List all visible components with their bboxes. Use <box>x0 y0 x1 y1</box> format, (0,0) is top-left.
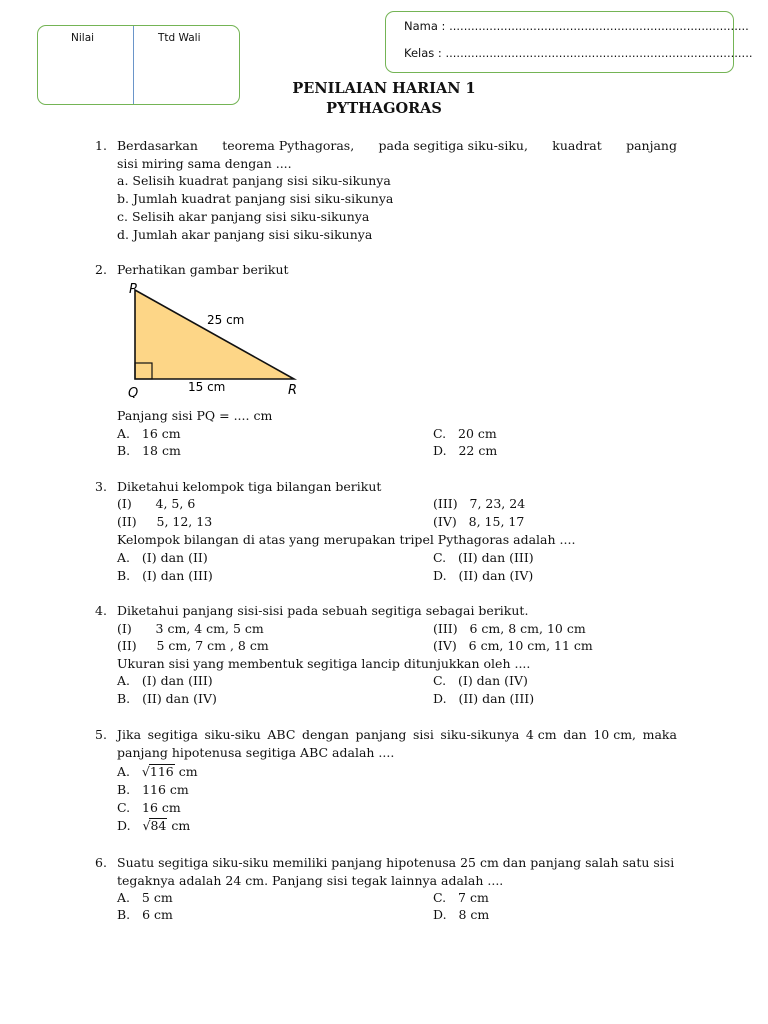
q5-a-radicand: 116 <box>149 764 174 779</box>
q4-set-ii: (II) 5 cm, 7 cm , 8 cm <box>117 638 269 653</box>
sqrt-sign-icon: √ <box>142 818 151 833</box>
q5-word: ABC <box>267 727 296 742</box>
q3-set-iv: (IV) 8, 15, 17 <box>433 514 525 529</box>
q6-option-b: B. 6 cm <box>117 907 173 922</box>
q1-word: kuadrat <box>552 138 602 153</box>
q5-word: 4 cm <box>525 727 557 742</box>
sqrt-sign-icon: √ <box>141 764 150 779</box>
q6-option-a: A. 5 cm <box>117 890 173 905</box>
q5-d-unit: cm <box>167 818 191 833</box>
q3-option-b: B. (I) dan (III) <box>117 568 213 583</box>
q4-set-iv: (IV) 6 cm, 10 cm, 11 cm <box>433 638 593 653</box>
q2-option-b: B. 18 cm <box>117 443 181 458</box>
q5-d-prefix: D. <box>117 818 143 833</box>
q5-option-a <box>117 764 198 780</box>
q1-word: pada segitiga siku-siku, <box>378 138 528 153</box>
page-title: PENILAIAN HARIAN 1 <box>292 80 476 97</box>
q1-option-b: b. Jumlah kuadrat panjang sisi siku-sikunya <box>117 191 394 206</box>
page-subtitle: PYTHAGORAS <box>326 100 442 117</box>
q2-option-d: D. 22 cm <box>433 443 498 458</box>
q5-word: 10 cm, <box>593 727 637 742</box>
q3-set-iii: (III) 7, 23, 24 <box>433 496 526 511</box>
q4-set-iii: (III) 6 cm, 8 cm, 10 cm <box>433 621 586 636</box>
q5-line2: panjang hipotenusa segitiga ABC adalah .... <box>117 745 395 760</box>
q1-option-c: c. Selisih akar panjang sisi siku-sikunya <box>117 209 370 224</box>
q5-line1 <box>117 727 677 743</box>
q6-line1: Suatu segitiga siku-siku memiliki panjang hipotenusa 25 cm dan panjang salah satu sisi <box>117 855 675 870</box>
q5-a-unit: cm <box>174 764 198 779</box>
q1-number: 1. <box>95 138 107 153</box>
q1-line2: sisi miring sama dengan .... <box>117 156 292 171</box>
q2-option-c: C. 20 cm <box>433 426 497 441</box>
q2-stem: Perhatikan gambar berikut <box>117 262 289 277</box>
q5-d-radicand: 84 <box>150 818 167 833</box>
nama-field: Nama : .................................................................................. <box>404 19 749 33</box>
q4-option-b: B. (II) dan (IV) <box>117 691 217 706</box>
q1-line1 <box>117 138 677 154</box>
q5-word: Jika <box>117 727 142 742</box>
q5-word: dan <box>563 727 587 742</box>
q3-number: 3. <box>95 479 107 494</box>
q6-line2: tegaknya adalah 24 cm. Panjang sisi tegak lainnya adalah .... <box>117 873 504 888</box>
q4-option-d: D. (II) dan (III) <box>433 691 535 706</box>
q5-option-c: C. 16 cm <box>117 800 181 815</box>
q2-question: Panjang sisi PQ = .... cm <box>117 408 273 423</box>
student-id-box <box>385 11 753 73</box>
q6-number: 6. <box>95 855 107 870</box>
q2-number: 2. <box>95 262 107 277</box>
q5-word: siku-sikunya <box>440 727 520 742</box>
q4-number: 4. <box>95 603 107 618</box>
q4-stem: Diketahui panjang sisi-sisi pada sebuah segitiga sebagai berikut. <box>117 603 529 618</box>
q4-option-a: A. (I) dan (III) <box>117 673 213 688</box>
q3-set-i: (I) 4, 5, 6 <box>117 496 196 511</box>
q6-option-d: D. 8 cm <box>433 907 490 922</box>
q4-question: Ukuran sisi yang membentuk segitiga lancip ditunjukkan oleh .... <box>117 656 531 671</box>
kelas-field: Kelas : .................................................................................... <box>404 46 753 60</box>
q1-word: panjang <box>626 138 677 153</box>
base-label: 15 cm <box>188 380 226 394</box>
q5-word: segitiga <box>147 727 198 742</box>
hypotenuse-label: 25 cm <box>207 313 245 327</box>
q5-word: sisi <box>413 727 434 742</box>
q6-option-c: C. 7 cm <box>433 890 489 905</box>
q5-option-d <box>117 818 190 834</box>
nilai-label: Nilai <box>71 32 95 44</box>
q3-set-ii: (II) 5, 12, 13 <box>117 514 213 529</box>
ttd-wali-label: Ttd Wali <box>158 32 201 44</box>
q1-option-d: d. Jumlah akar panjang sisi siku-sikunya <box>117 227 373 242</box>
q5-a-prefix: A. <box>117 764 142 779</box>
q5-word: maka <box>642 727 677 742</box>
q5-word: siku-siku <box>204 727 261 742</box>
q4-set-i: (I) 3 cm, 4 cm, 5 cm <box>117 621 264 636</box>
q4-option-c: C. (I) dan (IV) <box>433 673 528 688</box>
q5-number: 5. <box>95 727 107 742</box>
q5-option-b: B. 116 cm <box>117 782 189 797</box>
vertex-r-label: R <box>288 383 298 398</box>
q5-word: dengan <box>301 727 349 742</box>
triangle-figure <box>120 278 310 398</box>
q3-question: Kelompok bilangan di atas yang merupakan tripel Pythagoras adalah .... <box>117 532 576 547</box>
q1-word: Berdasarkan <box>117 138 198 153</box>
q3-option-a: A. (I) dan (II) <box>117 550 208 565</box>
vertex-p-label: P <box>129 282 137 297</box>
q1-option-a: a. Selisih kuadrat panjang sisi siku-sikunya <box>117 173 391 188</box>
vertex-q-label: Q <box>128 386 139 398</box>
q3-stem: Diketahui kelompok tiga bilangan berikut <box>117 479 382 494</box>
q3-option-c: C. (II) dan (III) <box>433 550 534 565</box>
q3-option-d: D. (II) dan (IV) <box>433 568 534 583</box>
q5-word: panjang <box>355 727 407 742</box>
triangle-shape <box>135 290 294 379</box>
q2-option-a: A. 16 cm <box>117 426 181 441</box>
q1-word: teorema Pythagoras, <box>222 138 355 153</box>
